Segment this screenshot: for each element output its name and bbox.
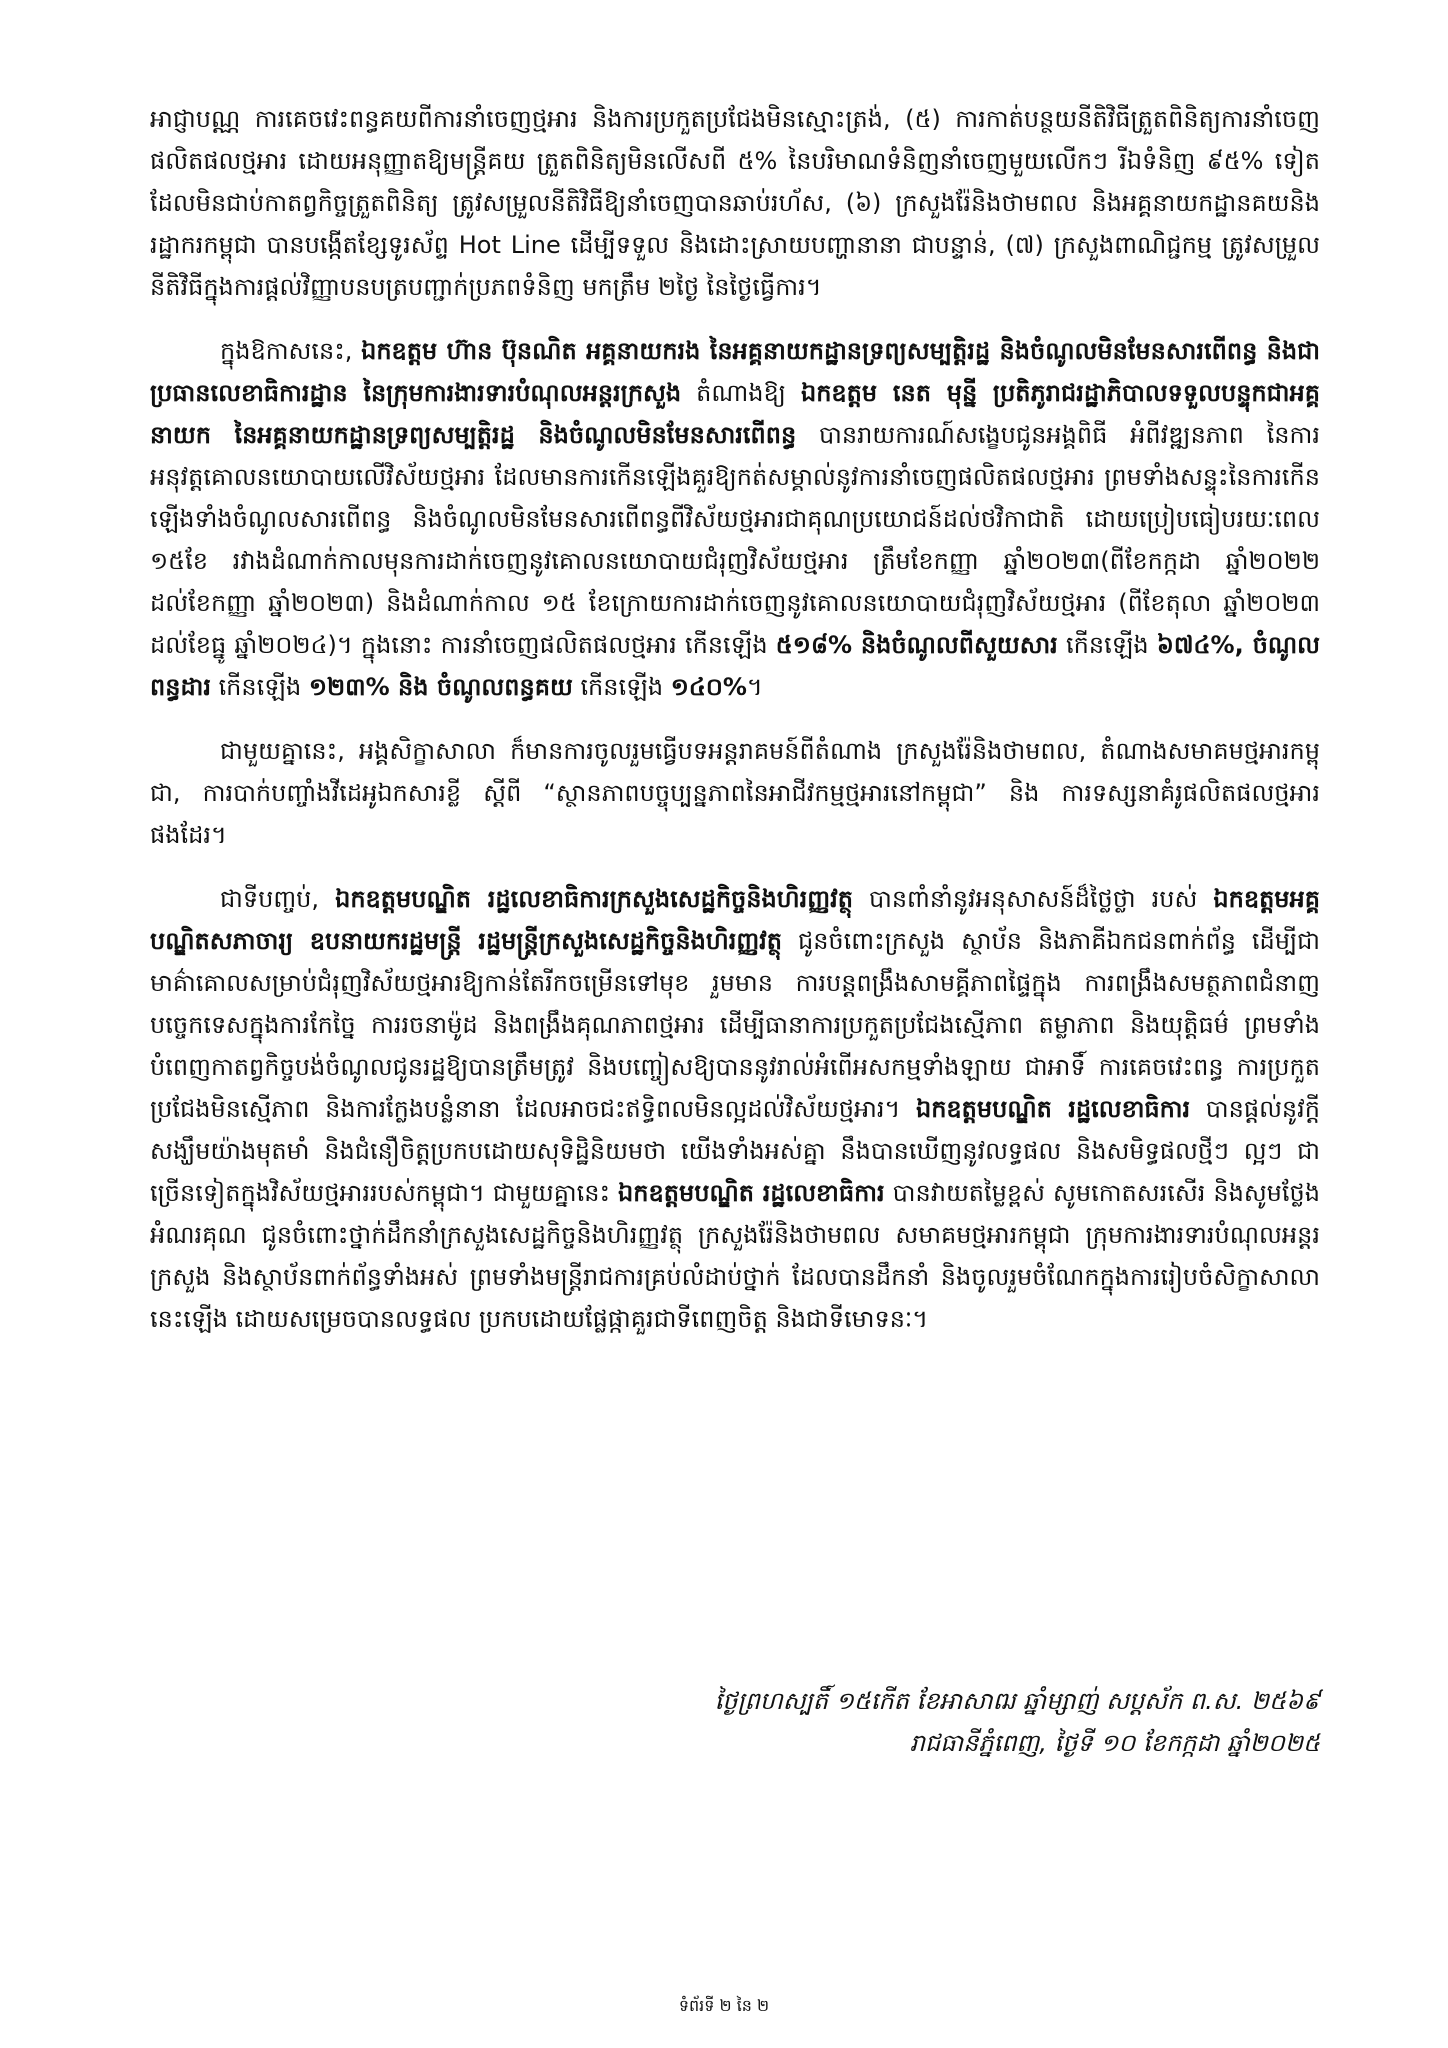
text-segment: កើនឡើង (1057, 631, 1157, 659)
bold-text-segment: ៥១៨% និងចំណូលពីសួយសារ (775, 631, 1058, 659)
text-segment: ក្នុងឱកាសនេះ, (220, 337, 362, 365)
lunar-date: ថ្ងៃព្រហស្បតិ៍ ១៥កើត ខែអាសាឍ ឆ្នាំម្សាញ់ សប្តស័ក ព.ស. ២៥៦៩ (714, 1687, 1320, 1715)
text-segment: បានវាយតម្លៃខ្ពស់ សូមកោតសរសើរ និងសូមថ្លែងអំណរគុណ ជូនចំពោះថ្នាក់ដឹកនាំក្រសួងសេដ្ឋកិច្ចនិងហិរញ្ញវត្ថុ ក្រសួងរ៉ែនិងថាមពល សមាគមថ្មអារកម្ពុជា ក្រុមការងារទារបំណុលអន្តរក្រសួង និងស្ថាប័នពាក់ព័ន្ធទាំងអស់ ព្រមទាំងមន្ត្រីរាជការគ្រប់លំដាប់ថ្នាក់ ដែលបានដឹកនាំ និងចូលរួមចំណែកក្នុងការរៀបចំសិក្ខាសាលានេះឡើង ដោយសម្រេចបានលទ្ធផល ប្រកបដោយផ្លែផ្កាគួរជាទីពេញចិត្ត និងជាទីមោទនៈ។ (150, 1179, 1321, 1333)
text-segment: ជាមួយគ្នានេះ, អង្គសិក្ខាសាលា ក៏មានការចូលរួមធ្វើបទអន្តរាគមន៍ពីតំណាង ក្រសួងរ៉ែនិងថាមពល, តំណាងសមាគមថ្មអារកម្ពុជា, ការបាក់បញ្ចាំងវីដេអូឯកសារខ្លី ស្តីពី “ស្ថានភាពបច្ចុប្បន្នភាពនៃអាជីវកម្មថ្មអារនៅកម្ពុជា” និង ការទស្សនាគំរូផលិតផលថ្មអារផងដែរ។ (150, 737, 1320, 849)
bold-text-segment: ១២៣% និង ចំណូលពន្ធគយ (308, 673, 573, 701)
text-segment: អាជ្ញាបណ្ណ ការគេចវេះពន្ធគយពីការនាំចេញថ្មអារ និងការប្រកួតប្រជែងមិនស្មោះត្រង់, (៥) ការកាត់បន្ថយនីតិវិធីត្រួតពិនិត្យការនាំចេញផលិតផលថ្មអារ ដោយអនុញ្ញាតឱ្យមន្ត្រីគយ ត្រួតពិនិត្យមិនលើសពី ៥% នៃបរិមាណទំនិញនាំចេញមួយលើកៗ រីឯទំនិញ ៩៥% ទៀត ដែលមិនជាប់កាតព្វកិច្ចត្រួតពិនិត្យ ត្រូវសម្រួលនីតិវិធីឱ្យនាំចេញបានឆាប់រហ័ស, (៦) ក្រសួងរ៉ែនិងថាមពល និងអគ្គនាយកដ្ឋានគយនិងរដ្ឋាករកម្ពុជា បានបង្កើតខ្សែទូរស័ព្ទ Hot Line ដើម្បីទទួល និងដោះស្រាយបញ្ហានានា ជាបន្ទាន់, (៧) ក្រសួងពាណិជ្ជកម្ម ត្រូវសម្រួលនីតិវិធីក្នុងការផ្ដល់វិញ្ញាបនបត្របញ្ជាក់ប្រភពទំនិញ មកត្រឹម ២ថ្ងៃ នៃថ្ងៃធ្វើការ។ (150, 105, 1320, 301)
page-footer (0, 1996, 1448, 2016)
text-segment: កើនឡើង (572, 673, 671, 701)
bold-text-segment: ឯកឧត្តមអគ្គបណ្ឌិតសភាចារ្យ ឧបនាយករដ្ឋមន្ត្រី រដ្ឋមន្ត្រីក្រសួងសេដ្ឋកិច្ចនិងហិរញ្ញវត្ថុ (150, 885, 1320, 955)
bold-text-segment: ឯកឧត្តមបណ្ឌិត រដ្ឋលេខាធិការ (915, 1095, 1191, 1123)
text-segment: ជូនចំពោះក្រសួង ស្ថាប័ន និងភាគីឯកជនពាក់ព័ន្ធ ដើម្បីជាមាគ៌ាគោលសម្រាប់ជំរុញវិស័យថ្មអារឱ្យកាន់តែរីកចម្រើនទៅមុខ រួមមាន ការបន្តពង្រឹងសាមគ្គីភាពផ្ទៃក្នុង ការពង្រឹងសមត្ថភាពជំនាញបច្ចេកទេសក្នុងការកែច្នៃ ការរចនាម៉ូដ និងពង្រឹងគុណភាពថ្មអារ ដើម្បីធានាការប្រកួតប្រជែងស្មើភាព តម្លាភាព និងយុត្តិធម៌ ព្រមទាំងបំពេញកាតព្វកិច្ចបង់ចំណូលជូនរដ្ឋឱ្យបានត្រឹមត្រូវ និងបញ្ចៀសឱ្យបាននូវរាល់អំពើអសកម្មទាំងឡាយ ជាអាទិ៍ ការគេចវេះពន្ធ ការប្រកួតប្រជែងមិនស្មើភាព និងការក្លែងបន្លំនានា ដែលអាចជះឥទ្ធិពលមិនល្អដល់វិស័យថ្មអារ។ (150, 927, 1321, 1123)
text-segment: បានពាំនាំនូវអនុសាសន៍ដ៏ថ្លៃថ្លា របស់ (852, 885, 1214, 913)
bold-text-segment: ឯកឧត្តម ហ៊ាន ប៊ុនណិត អគ្គនាយករង នៃអគ្គនាយកដ្ឋានទ្រព្យសម្បត្តិរដ្ឋ និងចំណូលមិនមែនសារពើពន្ធ និងជាប្រធានលេខាធិការដ្ឋាន នៃក្រុមការងារទារបំណុលអន្តរក្រសួង (150, 337, 1320, 407)
document-body (150, 98, 1320, 1340)
bold-text-segment: ១៤០% (670, 673, 747, 701)
text-segment: ។ (746, 673, 763, 701)
text-segment: បានរាយការណ៍សង្ខេបជូនអង្គពិធី អំពីវឌ្ឍនភាព នៃការអនុវត្តគោលនយោបាយលើវិស័យថ្មអារ ដែលមានការកើនឡើងគួរឱ្យកត់សម្គាល់នូវការនាំចេញផលិតផលថ្មអារ ព្រមទាំងសន្ទុះនៃការកើនឡើងទាំងចំណូលសារពើពន្ធ និងចំណូលមិនមែនសារពើពន្ធពីវិស័យថ្មអារជាគុណប្រយោជន៍ដល់ថវិកាជាតិ ដោយប្រៀបធៀបរយៈពេល ១៥ខែ រវាងដំណាក់កាលមុនការដាក់ចេញនូវគោលនយោបាយជំរុញវិស័យថ្មអារ ត្រឹមខែកញ្ញា ឆ្នាំ២០២៣(ពីខែកក្កដា ឆ្នាំ២០២២ ដល់ខែកញ្ញា ឆ្នាំ២០២៣) និងដំណាក់កាល ១៥ ខែក្រោយការដាក់ចេញនូវគោលនយោបាយជំរុញវិស័យថ្មអារ (ពីខែតុលា ឆ្នាំ២០២៣ ដល់ខែធ្នូ ឆ្នាំ២០២៤)។ ក្នុងនោះ ការនាំចេញផលិតផលថ្មអារ កើនឡើង (150, 421, 1321, 659)
text-segment: កើនឡើង (210, 673, 309, 701)
bold-text-segment: ឯកឧត្តមបណ្ឌិត រដ្ឋលេខាធិការ (618, 1179, 885, 1207)
bold-text-segment: ឯកឧត្តមបណ្ឌិត រដ្ឋលេខាធិការក្រសួងសេដ្ឋកិច្ចនិងហិរញ្ញវត្ថុ (335, 885, 853, 913)
bold-text-segment: ឯកឧត្តម នេត មុន្នី ប្រតិភូរាជរដ្ឋាភិបាលទទួលបន្ទុកជាអគ្គនាយក នៃអគ្គនាយកដ្ឋានទ្រព្យសម្បត្តិរដ្ឋ និងចំណូលមិនមែនសារពើពន្ធ (150, 379, 1320, 449)
text-segment: តំណាងឱ្យ (681, 379, 801, 407)
text-segment: ជាទីបញ្ចប់, (220, 885, 336, 913)
paragraph-closing-remarks (150, 878, 1320, 1340)
page-number: ទំព័រទី ២ នៃ ២ (678, 1996, 770, 2015)
paragraph-interventions (150, 730, 1320, 856)
solar-date-location: រាជធានីភ្នំពេញ, ថ្ងៃទី ១០ ខែកក្កដា ឆ្នាំ២០២៥ (909, 1729, 1320, 1757)
paragraph-continuation (150, 98, 1320, 308)
paragraph-workshop-report (150, 330, 1320, 708)
text-segment: បានផ្តល់នូវក្តីសង្ឃឹមយ៉ាងមុតមាំ និងជំនឿចិត្តប្រកបដោយសុទិដ្ឋិនិយមថា យើងទាំងអស់គ្នា នឹងបានឃើញនូវលទ្ធផល និងសមិទ្ធផលថ្មីៗ ល្អៗ ជាច្រើនទៀតក្នុងវិស័យថ្មអាររបស់កម្ពុជា។ ជាមួយគ្នានេះ (150, 1095, 1321, 1207)
bold-text-segment: ៦៧៤%, ចំណូលពន្ធដារ (150, 631, 1320, 701)
date-block (715, 1680, 1320, 1764)
